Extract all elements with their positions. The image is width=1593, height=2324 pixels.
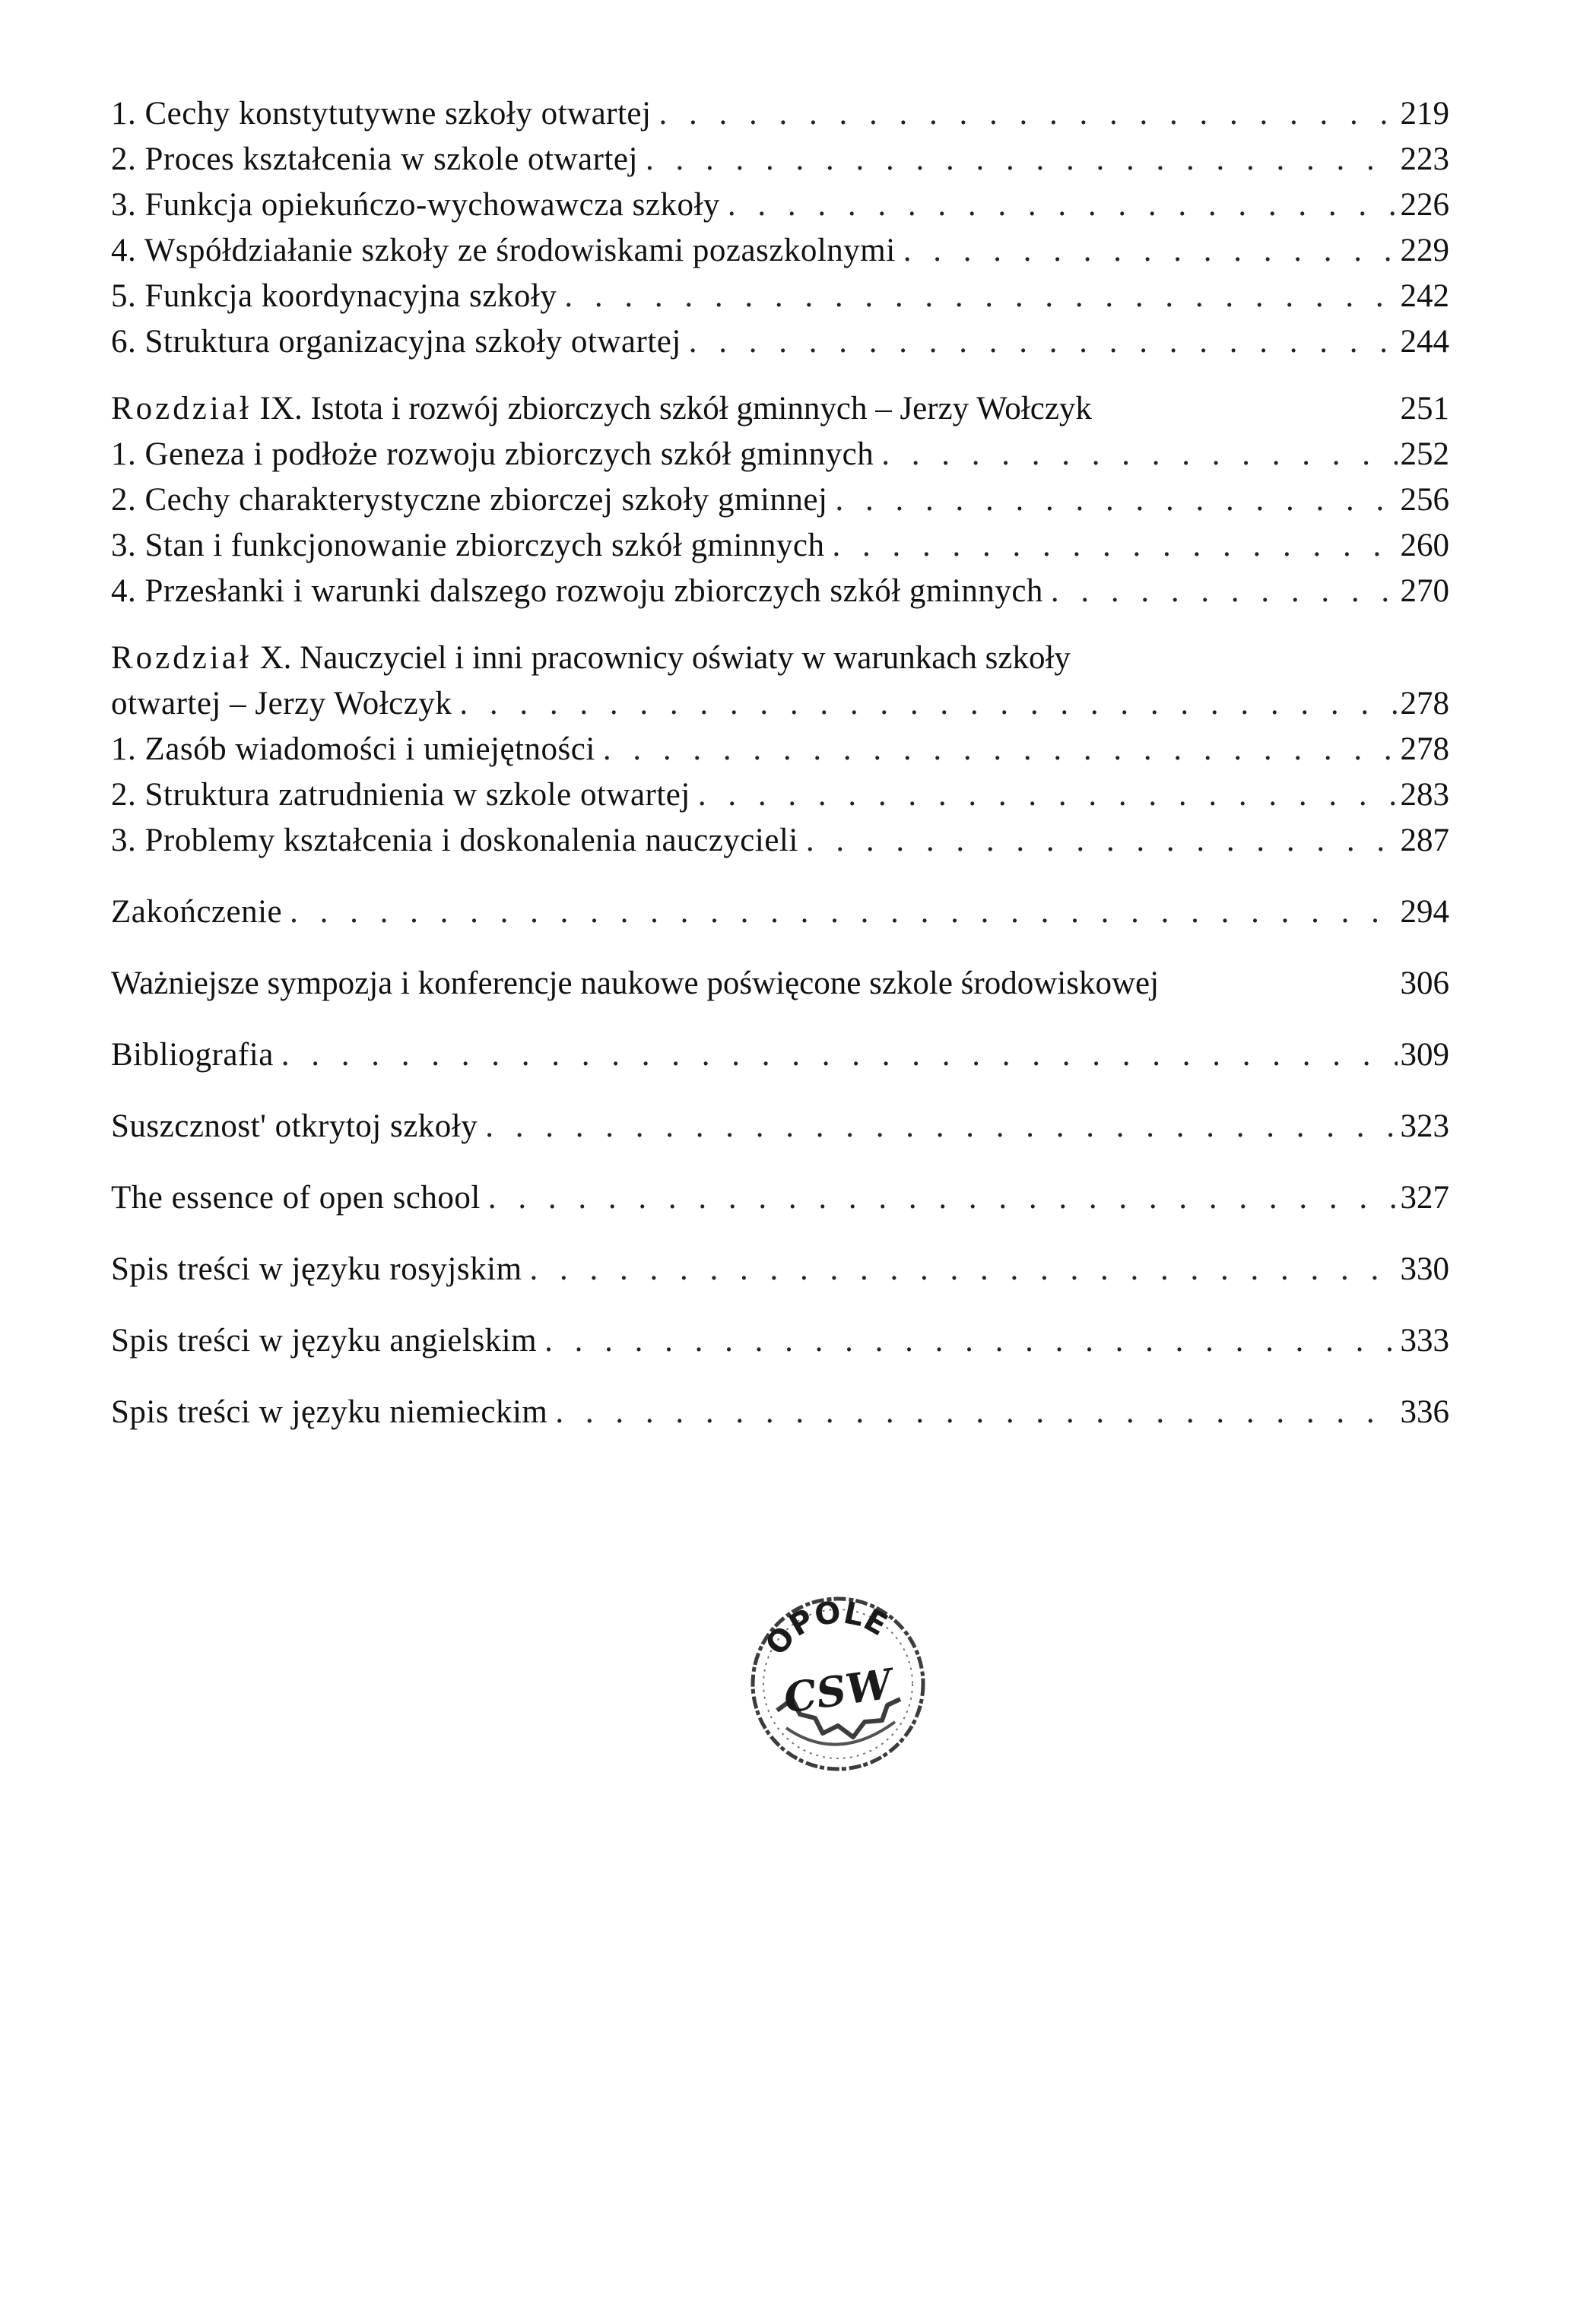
stamp-top-text: OPOLE <box>759 1594 893 1663</box>
toc-entry-label: Spis treści w języku angielskim <box>111 1323 538 1359</box>
toc-entry-label: 3. Problemy kształcenia i doskonalenia nauczycieli <box>111 823 798 858</box>
dot-leader <box>1051 569 1398 614</box>
toc-entry-page: 294 <box>1400 894 1449 930</box>
toc-entry[interactable] <box>111 818 1449 864</box>
toc-entry-page: 283 <box>1400 777 1449 813</box>
toc-entry-contents-en[interactable] <box>111 1318 1449 1364</box>
stamp-graphic <box>739 1585 937 1783</box>
toc-entry-page: 219 <box>1400 96 1449 132</box>
toc-entry-page: 270 <box>1400 573 1449 609</box>
dot-leader <box>689 319 1398 365</box>
toc-entry-page: 256 <box>1400 482 1449 518</box>
dot-leader <box>555 1390 1397 1435</box>
toc-entry-page: 229 <box>1400 233 1449 268</box>
toc-entry-label: 4. Przesłanki i warunki dalszego rozwoju zbiorczych szkół gminnych <box>111 573 1043 609</box>
chapter-page: 278 <box>1400 686 1449 721</box>
toc-entry-contents-ru[interactable] <box>111 1247 1449 1292</box>
toc-entry-bibliografia[interactable] <box>111 1032 1449 1078</box>
toc-entry-label: Zakończenie <box>111 894 283 930</box>
toc-entry[interactable] <box>111 319 1449 365</box>
chapter-10 <box>111 636 1449 864</box>
toc-entry-label: Spis treści w języku rosyjskim <box>111 1251 522 1287</box>
toc-entry[interactable] <box>111 274 1449 319</box>
dot-leader <box>835 477 1397 523</box>
dot-leader <box>281 1032 1398 1078</box>
toc-entry-label: 3. Funkcja opiekuńczo-wychowawcza szkoły <box>111 187 720 223</box>
toc-entry-label: 2. Proces kształcenia w szkole otwartej <box>111 141 638 177</box>
dot-leader <box>698 772 1398 818</box>
back-matter <box>111 864 1449 1435</box>
toc-entry-summary-en[interactable] <box>111 1175 1449 1221</box>
dot-leader <box>603 727 1398 772</box>
dot-leader <box>290 889 1397 935</box>
stamp-center-text: CSW <box>780 1659 895 1723</box>
toc-entry-label: 1. Zasób wiadomości i umiejętności <box>111 731 595 767</box>
chapter-title-text: IX. Istota i rozwój zbiorczych szkół gminnych – Jerzy Wołczyk <box>259 391 1092 426</box>
toc-entry[interactable] <box>111 523 1449 569</box>
dot-leader <box>544 1318 1397 1364</box>
dot-leader <box>530 1247 1398 1292</box>
toc-entry-page: 223 <box>1400 141 1449 177</box>
toc-entry-page: 330 <box>1400 1251 1449 1287</box>
chapter-title <box>111 386 1381 432</box>
toc-entry[interactable] <box>111 772 1449 818</box>
section-8-list <box>111 91 1449 365</box>
toc-entry-label: 1. Geneza i podłoże rozwoju zbiorczych szkół gminnych <box>111 436 874 472</box>
dot-leader <box>564 274 1397 319</box>
toc-entry-label: 4. Współdziałanie szkoły ze środowiskami pozaszkolnymi <box>111 233 896 268</box>
toc-entry-page: 287 <box>1400 823 1449 858</box>
toc-entry-label: Ważniejsze sympozja i konferencje naukowe poświęcone szkole środowiskowej <box>111 965 1160 1001</box>
dot-leader <box>881 432 1397 477</box>
dot-leader <box>903 228 1398 274</box>
toc-entry-label: 3. Stan i funkcjonowanie zbiorczych szkół gminnych <box>111 528 825 563</box>
chapter-title-text: X. Nauczyciel i inni pracownicy oświaty w warunkach szkoły <box>259 640 1071 676</box>
toc-entry-page: 226 <box>1400 187 1449 223</box>
svg-text:OPOLE <box>753 1585 899 1666</box>
toc-entry-label: Spis treści w języku niemieckim <box>111 1394 548 1430</box>
dot-leader <box>806 818 1398 864</box>
toc-entry-zakonczenie[interactable] <box>111 889 1449 935</box>
toc-entry[interactable] <box>111 432 1449 477</box>
toc-entry[interactable] <box>111 727 1449 772</box>
toc-entry[interactable] <box>111 137 1449 182</box>
toc-entry-page: 327 <box>1400 1180 1449 1216</box>
toc-entry-page: 333 <box>1400 1323 1449 1359</box>
toc-entry-page: 336 <box>1400 1394 1449 1430</box>
toc-entry-label: 6. Struktura organizacyjna szkoły otwartej <box>111 324 681 360</box>
toc-entry-page: 252 <box>1400 436 1449 472</box>
dot-leader <box>658 91 1397 137</box>
table-of-contents <box>111 91 1449 1435</box>
toc-entry-sympozja[interactable] <box>111 961 1449 1007</box>
dot-leader <box>646 137 1398 182</box>
chapter-page: 251 <box>1400 391 1449 426</box>
dot-leader <box>833 523 1398 569</box>
toc-entry[interactable] <box>111 91 1449 137</box>
toc-entry-page: 309 <box>1400 1037 1449 1073</box>
toc-entry-page: 260 <box>1400 528 1449 563</box>
chapter-title <box>111 636 1381 681</box>
dot-leader <box>728 182 1398 228</box>
dot-leader <box>485 1104 1397 1149</box>
chapter-9 <box>111 386 1449 614</box>
toc-entry[interactable] <box>111 569 1449 614</box>
toc-entry-page: 278 <box>1400 731 1449 767</box>
dot-leader <box>459 681 1397 727</box>
toc-entry-page: 306 <box>1400 965 1449 1001</box>
toc-entry-label: Suszcznost' otkrytoj szkoły <box>111 1108 478 1144</box>
toc-entry-label: 2. Struktura zatrudnienia w szkole otwartej <box>111 777 690 813</box>
toc-entry-label: Bibliografia <box>111 1037 274 1073</box>
toc-entry[interactable] <box>111 182 1449 228</box>
dot-leader <box>488 1175 1398 1221</box>
toc-entry-summary-ru[interactable] <box>111 1104 1449 1149</box>
chapter-title-continuation: otwartej – Jerzy Wołczyk <box>111 686 452 721</box>
chapter-prefix: Rozdział <box>111 640 252 676</box>
toc-entry[interactable] <box>111 681 1449 727</box>
toc-entry-label: The essence of open school <box>111 1180 481 1216</box>
toc-entry-label: 2. Cechy charakterystyczne zbiorczej szkoły gminnej <box>111 482 828 518</box>
chapter-heading[interactable] <box>111 636 1449 681</box>
toc-entry-label: 5. Funkcja koordynacyjna szkoły <box>111 278 557 314</box>
toc-entry-page: 323 <box>1400 1108 1449 1144</box>
toc-entry-page: 242 <box>1400 278 1449 314</box>
chapter-prefix: Rozdział <box>111 391 252 426</box>
toc-entry[interactable] <box>111 228 1449 274</box>
chapter-heading[interactable] <box>111 386 1449 432</box>
toc-entry[interactable] <box>111 477 1449 523</box>
toc-entry-label: 1. Cechy konstytutywne szkoły otwartej <box>111 96 652 132</box>
toc-entry-contents-de[interactable] <box>111 1390 1449 1435</box>
library-stamp-icon <box>739 1585 937 1783</box>
toc-entry-page: 244 <box>1400 324 1449 360</box>
